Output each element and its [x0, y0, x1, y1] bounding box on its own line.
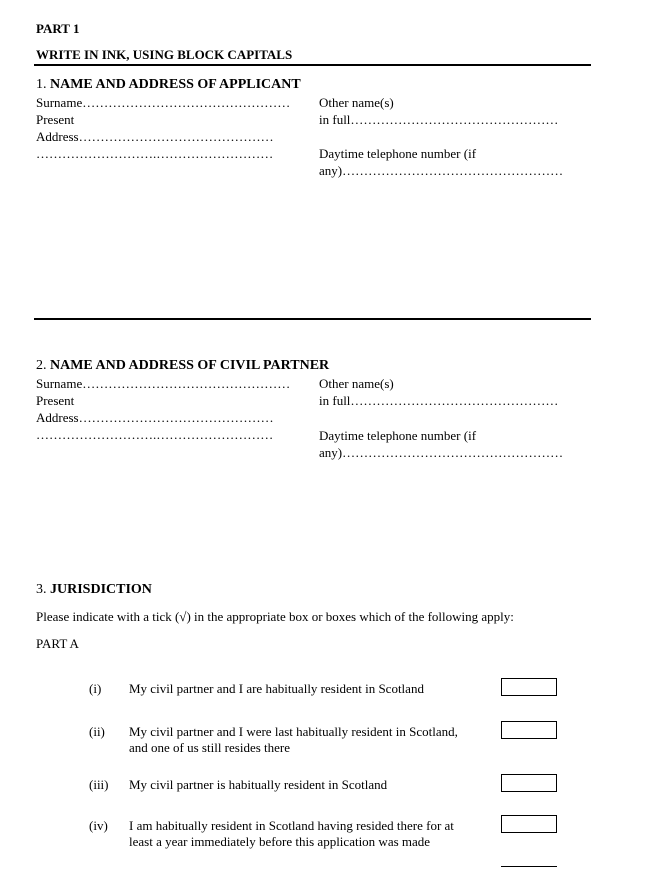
next-tick-box-edge — [501, 866, 557, 867]
applicant-address-cont-field[interactable]: ……………………….……………………… — [36, 146, 274, 161]
item-iii-number: (iii) — [89, 777, 109, 792]
partner-present-label: Present — [36, 393, 75, 408]
section1-number: 1. — [36, 77, 47, 92]
section3-heading — [36, 582, 152, 598]
item-iii-line1: My civil partner is habitually resident in Scotland — [129, 777, 388, 792]
partner-other-names-field[interactable]: in full………………………………………… — [319, 393, 559, 408]
item-ii-line1: My civil partner and I were last habitually resident in Scotland, — [129, 724, 458, 739]
applicant-other-names-label: Other name(s) — [319, 95, 394, 110]
item-i-tick-box[interactable] — [501, 678, 557, 696]
header-divider — [34, 64, 591, 66]
item-ii-text — [129, 724, 458, 756]
section2-title: NAME AND ADDRESS OF CIVIL PARTNER — [50, 358, 330, 373]
item-ii-tick-box[interactable] — [501, 721, 557, 739]
part-a-label: PART A — [36, 636, 79, 651]
applicant-phone-label: Daytime telephone number (if — [319, 146, 477, 161]
partner-surname-field[interactable]: Surname………………………………………… — [36, 376, 291, 391]
section2-heading — [36, 358, 329, 374]
partner-phone-label: Daytime telephone number (if — [319, 428, 477, 443]
item-ii-number: (ii) — [89, 724, 105, 739]
section1-heading — [36, 77, 301, 93]
item-iv-tick-box[interactable] — [501, 815, 557, 833]
jurisdiction-instruction: Please indicate with a tick (√) in the appropriate box or boxes which of the following apply: — [36, 609, 514, 624]
section3-number: 3. — [36, 582, 47, 597]
partner-other-names-label: Other name(s) — [319, 376, 394, 391]
item-iv-number: (iv) — [89, 818, 108, 833]
section1-title: NAME AND ADDRESS OF APPLICANT — [50, 77, 301, 92]
section-divider — [34, 318, 591, 320]
item-iii-tick-box[interactable] — [501, 774, 557, 792]
applicant-surname-field[interactable]: Surname………………………………………… — [36, 95, 291, 110]
item-i-number: (i) — [89, 681, 102, 696]
item-i-line1: My civil partner and I are habitually resident in Scotland — [129, 681, 424, 696]
item-i-text — [129, 681, 424, 697]
partner-address-cont-field[interactable]: ……………………….……………………… — [36, 427, 274, 442]
part-heading: PART 1 — [36, 21, 80, 36]
item-iii-text — [129, 777, 387, 793]
item-iv-text — [129, 818, 454, 850]
ink-instruction: WRITE IN INK, USING BLOCK CAPITALS — [36, 47, 293, 62]
item-ii-line2: and one of us still resides there — [129, 740, 291, 755]
applicant-phone-field[interactable]: any)…………………………………………… — [319, 163, 564, 178]
applicant-present-label: Present — [36, 112, 75, 127]
item-iv-line1: I am habitually resident in Scotland having resided there for at — [129, 818, 454, 833]
applicant-other-names-field[interactable]: in full………………………………………… — [319, 112, 559, 127]
partner-phone-field[interactable]: any)…………………………………………… — [319, 445, 564, 460]
section2-number: 2. — [36, 358, 47, 373]
applicant-address-field[interactable]: Address……………………………………… — [36, 129, 274, 144]
item-iv-line2: least a year immediately before this application was made — [129, 834, 431, 849]
partner-address-field[interactable]: Address……………………………………… — [36, 410, 274, 425]
section3-title: JURISDICTION — [50, 582, 152, 597]
